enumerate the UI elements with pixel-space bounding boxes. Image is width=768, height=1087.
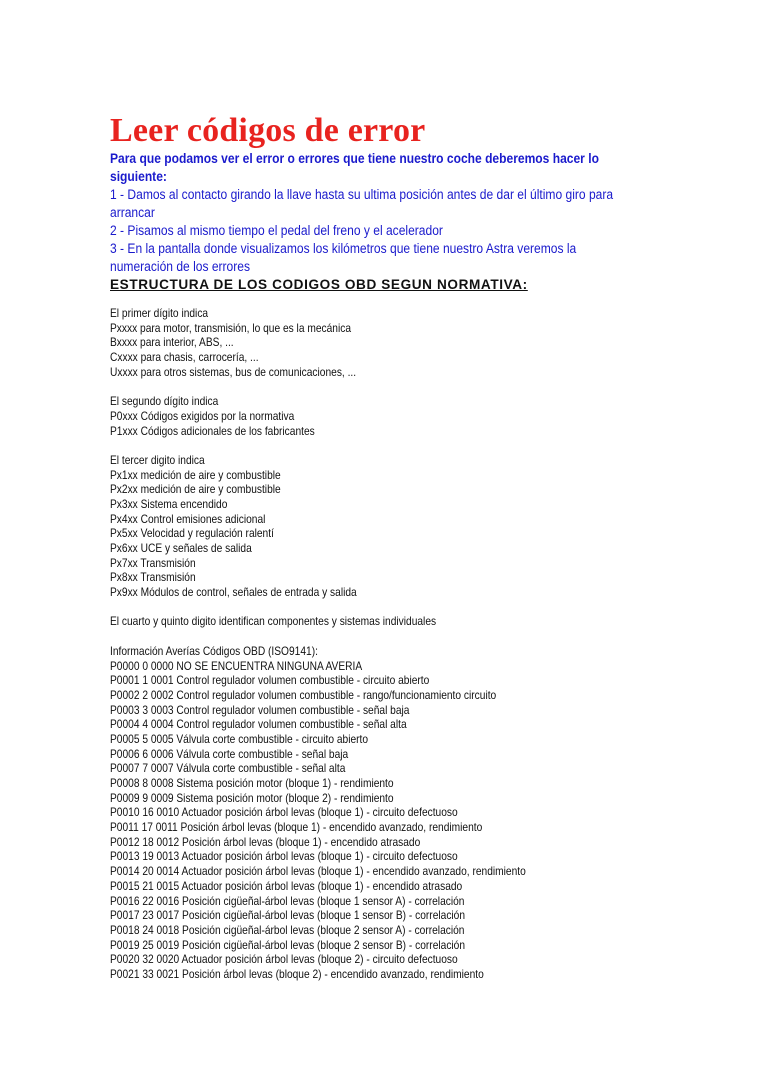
first-digit-line: Bxxxx para interior, ABS, ... bbox=[110, 336, 234, 350]
code-line: P0005 5 0005 Válvula corte combustible - circuito abierto bbox=[110, 732, 369, 746]
code-line: P0001 1 0001 Control regulador volumen combustible - circuito abierto bbox=[110, 674, 430, 688]
third-digit-line: Px6xx UCE y señales de salida bbox=[110, 542, 252, 555]
code-line: P0000 0 0000 NO SE ENCUENTRA NINGUNA AVERIA bbox=[110, 659, 363, 673]
third-digit-line: Px1xx medición de aire y combustible bbox=[110, 468, 281, 482]
code-line: P0009 9 0009 Sistema posición motor (bloque 2) - rendimiento bbox=[110, 791, 394, 805]
step-line: 2 - Pisamos al mismo tiempo el pedal del freno y el acelerador bbox=[110, 223, 443, 238]
third-digit-line: Px8xx Transmisión bbox=[110, 571, 196, 585]
step-line: arrancar bbox=[110, 205, 155, 220]
second-digit-line: El segundo dígito indica bbox=[110, 395, 219, 409]
document-page bbox=[110, 112, 750, 983]
step-line: numeración de los errores bbox=[110, 259, 251, 274]
second-digit-line: P0xxx Códigos exigidos por la normativa bbox=[110, 409, 295, 423]
code-line: P0016 22 0016 Posición cigüeñal-árbol levas (bloque 1 sensor A) - correlación bbox=[110, 894, 465, 908]
code-line: P0015 21 0015 Actuador posición árbol levas (bloque 1) - encendido atrasado bbox=[110, 879, 463, 893]
third-digit-line: Px9xx Módulos de control, señales de entrada y salida bbox=[110, 586, 357, 600]
code-line: P0017 23 0017 Posición cigüeñal-árbol levas (bloque 1 sensor B) - correlación bbox=[110, 909, 466, 923]
code-line: P0014 20 0014 Actuador posición árbol levas (bloque 1) - encendido avanzado, rendimiento bbox=[110, 865, 526, 879]
fourth-fifth-line: El cuarto y quinto digito identifican componentes y sistemas individuales bbox=[110, 615, 437, 629]
code-line: P0011 17 0011 Posición árbol levas (bloque 1) - encendido avanzado, rendimiento bbox=[110, 821, 483, 835]
code-line: P0007 7 0007 Válvula corte combustible - señal alta bbox=[110, 762, 346, 776]
intro-line: siguiente: bbox=[110, 169, 167, 184]
third-digit-line: Px4xx Control emisiones adicional bbox=[110, 512, 266, 526]
paragraph-gap bbox=[110, 380, 744, 395]
code-line: P0021 33 0021 Posición árbol levas (bloque 2) - encendido avanzado, rendimiento bbox=[110, 967, 484, 981]
code-line: P0020 32 0020 Actuador posición árbol levas (bloque 2) - circuito defectuoso bbox=[110, 953, 458, 967]
third-digit-line: Px3xx Sistema encendido bbox=[110, 497, 228, 511]
code-line: P0018 24 0018 Posición cigüeñal-árbol levas (bloque 2 sensor A) - correlación bbox=[110, 923, 465, 937]
third-digit-line: Px2xx medición de aire y combustible bbox=[110, 483, 281, 497]
code-line: P0013 19 0013 Actuador posición árbol levas (bloque 1) - circuito defectuoso bbox=[110, 850, 458, 864]
codes-header: Información Averías Códigos OBD (ISO9141): bbox=[110, 644, 318, 658]
code-line: P0012 18 0012 Posición árbol levas (bloque 1) - encendido atrasado bbox=[110, 835, 421, 849]
first-digit-line: El primer dígito indica bbox=[110, 307, 209, 320]
paragraph-gap bbox=[110, 630, 744, 645]
intro-block bbox=[110, 150, 750, 276]
section-heading: ESTRUCTURA DE LOS CODIGOS OBD SEGUN NORMATIVA: bbox=[110, 277, 528, 292]
document-body bbox=[110, 307, 744, 983]
code-line: P0006 6 0006 Válvula corte combustible - señal baja bbox=[110, 747, 349, 761]
step-line: 3 - En la pantalla donde visualizamos los kilómetros que tiene nuestro Astra veremos la bbox=[110, 241, 577, 256]
first-digit-line: Uxxxx para otros sistemas, bus de comunicaciones, ... bbox=[110, 365, 357, 379]
intro-line: Para que podamos ver el error o errores que tiene nuestro coche deberemos hacer lo bbox=[110, 151, 599, 166]
code-line: P0003 3 0003 Control regulador volumen combustible - señal baja bbox=[110, 703, 410, 717]
code-line: P0004 4 0004 Control regulador volumen combustible - señal alta bbox=[110, 718, 407, 732]
code-line: P0002 2 0002 Control regulador volumen combustible - rango/funcionamiento circuito bbox=[110, 688, 497, 702]
second-digit-line: P1xxx Códigos adicionales de los fabricantes bbox=[110, 424, 315, 438]
step-line: 1 - Damos al contacto girando la llave hasta su ultima posición antes de dar el último giro para bbox=[110, 187, 614, 202]
code-line: P0008 8 0008 Sistema posición motor (bloque 1) - rendimiento bbox=[110, 777, 394, 790]
page-title: Leer códigos de error bbox=[110, 112, 426, 149]
first-digit-line: Cxxxx para chasis, carrocería, ... bbox=[110, 351, 259, 365]
third-digit-line: El tercer digito indica bbox=[110, 453, 205, 467]
third-digit-line: Px5xx Velocidad y regulación ralentí bbox=[110, 527, 274, 541]
code-line: P0010 16 0010 Actuador posición árbol levas (bloque 1) - circuito defectuoso bbox=[110, 806, 458, 820]
paragraph-gap bbox=[110, 439, 744, 454]
first-digit-line: Pxxxx para motor, transmisión, lo que es la mecánica bbox=[110, 321, 352, 335]
paragraph-gap bbox=[110, 601, 744, 616]
third-digit-line: Px7xx Transmisión bbox=[110, 556, 196, 570]
code-line: P0019 25 0019 Posición cigüeñal-árbol levas (bloque 2 sensor B) - correlación bbox=[110, 938, 466, 952]
